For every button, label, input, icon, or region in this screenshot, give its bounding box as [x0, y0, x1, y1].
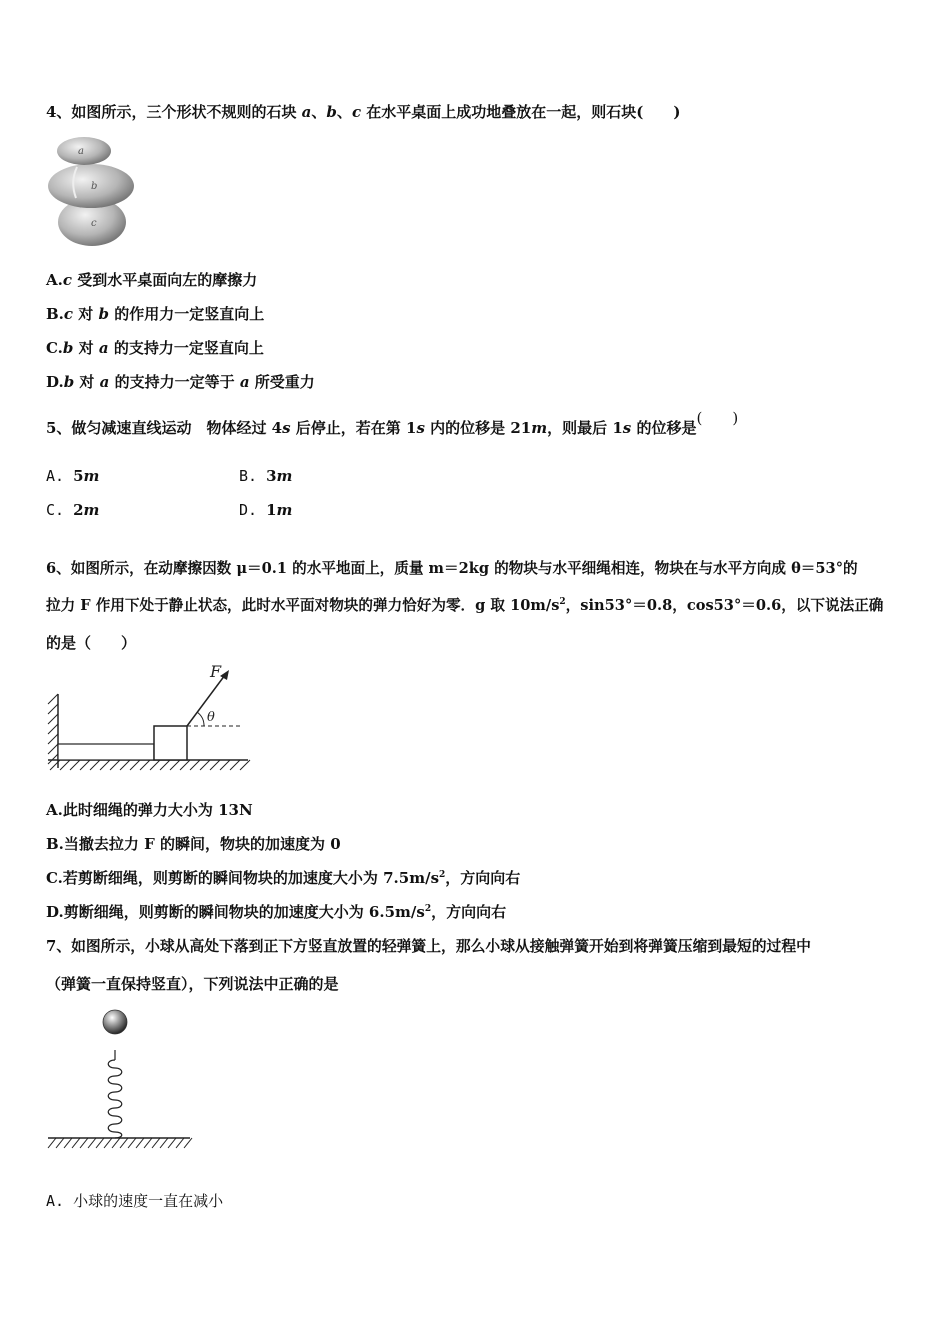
q6-stem-line3: 的是（ ）	[46, 634, 137, 652]
stone-label-c: c	[91, 218, 97, 229]
q5-option-c: C. 2m	[46, 501, 100, 519]
block-rope-figure	[44, 660, 254, 775]
q5-option-b: B. 3m	[239, 467, 293, 485]
q7-stem-line2: （弹簧一直保持竖直），下列说法中正确的是	[46, 975, 339, 993]
q5-option-a: A. 5m	[46, 467, 100, 485]
block	[154, 726, 187, 760]
q4-option-c: C.b 对 a 的支持力一定竖直向上	[46, 339, 264, 357]
ball-spring-figure	[44, 1004, 194, 1154]
stone-label-a: a	[78, 146, 84, 157]
force-label: F	[210, 662, 222, 681]
q6-stem-line2: 拉力 F 作用下处于静止状态，此时水平面对物块的弹力恰好为零．g 取 $10m/s^2$，sin53°＝0.8，cos53°＝0.6，以下说法正确	[46, 597, 884, 614]
q6-option-c: C.若剪断细绳，则剪断的瞬间物块的加速度大小为 $7.5m/s^2$，方向向右	[46, 869, 521, 887]
q4-option-b: B.c 对 b 的作用力一定竖直向上	[46, 305, 265, 323]
q6-option-a: A.此时细绳的弹力大小为 13N	[46, 801, 253, 819]
q6-stem-line1: 6、如图所示，在动摩擦因数 μ＝0.1 的水平地面上，质量 m＝2kg 的物块与水平细绳相连，物块在与水平方向成 θ＝53°的	[46, 560, 858, 577]
q6-option-b: B.当撤去拉力 F 的瞬间，物块的加速度为 0	[46, 835, 341, 853]
q7-stem-line1: 7、如图所示，小球从高处下落到正下方竖直放置的轻弹簧上，那么小球从接触弹簧开始到将弹簧压缩到最短的过程中	[46, 938, 811, 955]
stone-label-b: b	[91, 181, 98, 192]
q5-answer-paren: ( )	[696, 409, 739, 427]
stone-a	[57, 137, 111, 165]
q6-option-d: D.剪断细绳，则剪断的瞬间物块的加速度大小为 $6.5m/s^2$，方向向右	[46, 903, 507, 921]
q7-option-a: A. 小球的速度一直在减小	[46, 1192, 224, 1210]
force-arrow	[187, 675, 225, 726]
q5-stem: 5、做匀减速直线运动 物体经过 4s 后停止，若在第 1s 内的位移是 21m，则最后 1s 的位移是( )	[46, 409, 739, 437]
q4-stem: 4、如图所示，三个形状不规则的石块 a、b、c 在水平桌面上成功地叠放在一起，则石块( )	[46, 103, 681, 121]
rope	[58, 744, 154, 760]
ball	[103, 1010, 127, 1034]
q4-option-a: A.c 受到水平桌面向左的摩擦力	[46, 271, 258, 289]
q4-option-d: D.b 对 a 的支持力一定等于 a 所受重力	[46, 373, 315, 391]
stones-figure	[44, 132, 144, 252]
q5-option-d: D. 1m	[239, 501, 293, 519]
angle-label: θ	[207, 710, 215, 725]
spring	[108, 1050, 122, 1138]
